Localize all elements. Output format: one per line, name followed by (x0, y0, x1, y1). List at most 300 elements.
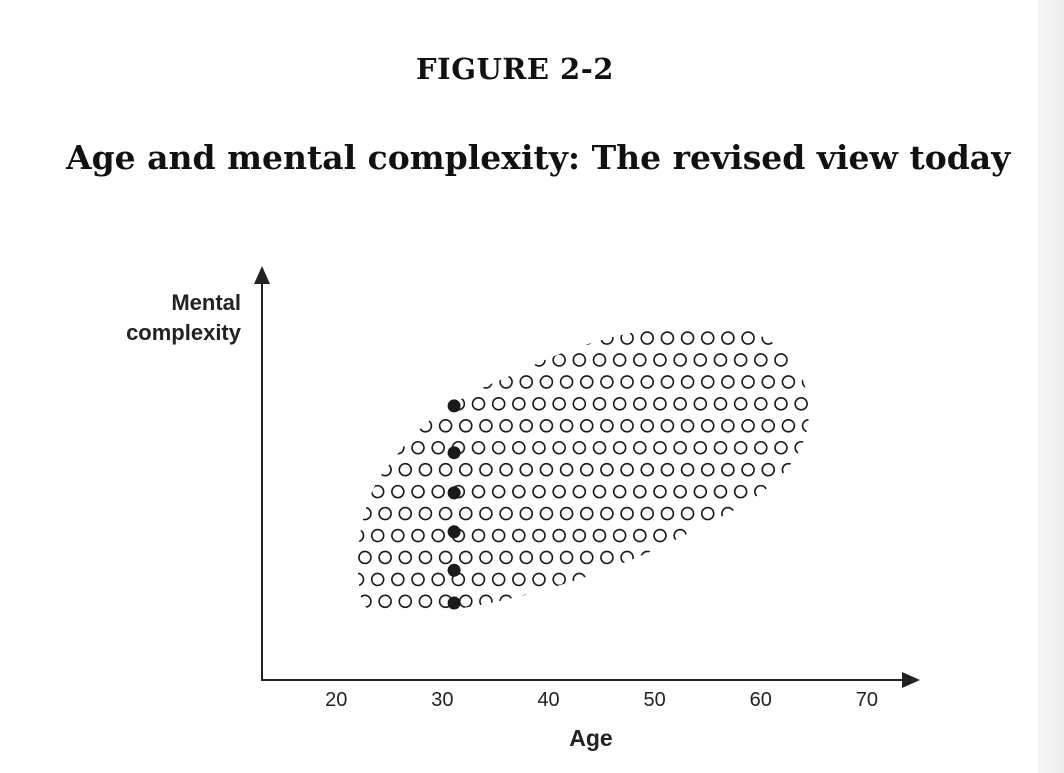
data-point (661, 288, 673, 300)
data-point (835, 398, 847, 410)
data-point (412, 398, 424, 410)
data-point (634, 530, 646, 542)
x-tick-label: 70 (855, 689, 879, 711)
data-point (553, 530, 565, 542)
data-point (440, 464, 452, 476)
data-point (581, 508, 593, 520)
data-point (500, 508, 512, 520)
data-point (359, 332, 371, 344)
data-point (513, 573, 525, 585)
data-point (823, 420, 835, 432)
data-point (412, 530, 424, 542)
data-point (823, 508, 835, 520)
data-point (755, 530, 767, 542)
data-point (352, 354, 364, 366)
data-points (352, 288, 876, 607)
data-point (419, 288, 431, 300)
data-point (581, 420, 593, 432)
data-point (742, 508, 754, 520)
data-point (593, 398, 605, 410)
data-point (803, 464, 815, 476)
data-point (694, 442, 706, 454)
data-point (513, 398, 525, 410)
data-point (561, 508, 573, 520)
data-point (634, 310, 646, 322)
data-point (735, 486, 747, 498)
data-point (735, 530, 747, 542)
data-point (621, 332, 633, 344)
data-point (593, 486, 605, 498)
data-point (440, 508, 452, 520)
data-point (641, 595, 653, 607)
data-point (601, 332, 613, 344)
filled-data-point (448, 564, 461, 577)
data-point (815, 486, 827, 498)
data-point (634, 398, 646, 410)
data-point (621, 288, 633, 300)
data-point (399, 464, 411, 476)
data-point (762, 376, 774, 388)
data-point (520, 464, 532, 476)
data-point (762, 595, 774, 607)
data-point (654, 530, 666, 542)
data-point (843, 376, 855, 388)
data-point (359, 376, 371, 388)
filled-data-point (448, 486, 461, 499)
data-point (561, 551, 573, 563)
data-point (714, 310, 726, 322)
data-point (755, 398, 767, 410)
data-point (399, 376, 411, 388)
data-point (352, 573, 364, 585)
data-point (379, 464, 391, 476)
data-point (561, 288, 573, 300)
data-point (399, 288, 411, 300)
data-point (722, 508, 734, 520)
data-point (372, 530, 384, 542)
data-point (372, 398, 384, 410)
data-point (359, 288, 371, 300)
data-point (803, 376, 815, 388)
data-point (762, 332, 774, 344)
data-point (755, 354, 767, 366)
data-point (500, 288, 512, 300)
data-point (614, 573, 626, 585)
data-point (480, 595, 492, 607)
data-point (856, 486, 868, 498)
data-point (593, 573, 605, 585)
data-point (372, 442, 384, 454)
data-point (480, 464, 492, 476)
data-point (823, 551, 835, 563)
data-point (634, 354, 646, 366)
data-point (694, 530, 706, 542)
data-point (775, 310, 787, 322)
data-point (493, 398, 505, 410)
data-point (581, 332, 593, 344)
data-point (694, 398, 706, 410)
data-point (654, 573, 666, 585)
data-point (432, 310, 444, 322)
data-point (621, 551, 633, 563)
data-point (815, 310, 827, 322)
data-point (735, 310, 747, 322)
data-point (520, 420, 532, 432)
data-point (823, 332, 835, 344)
x-tick-labels (325, 689, 878, 711)
data-point (480, 376, 492, 388)
data-point (359, 420, 371, 432)
data-point (533, 310, 545, 322)
data-point (419, 595, 431, 607)
data-point (553, 486, 565, 498)
data-point (661, 508, 673, 520)
data-point (460, 420, 472, 432)
data-point (553, 398, 565, 410)
data-point (674, 354, 686, 366)
data-point (702, 332, 714, 344)
data-point (823, 595, 835, 607)
data-point (533, 486, 545, 498)
data-point (540, 595, 552, 607)
data-point (803, 420, 815, 432)
data-point (843, 464, 855, 476)
data-point (661, 551, 673, 563)
data-point (722, 420, 734, 432)
data-point (352, 486, 364, 498)
data-point (856, 310, 868, 322)
data-point (573, 354, 585, 366)
data-point (682, 464, 694, 476)
data-point (863, 332, 875, 344)
data-point (593, 442, 605, 454)
data-point (392, 530, 404, 542)
data-point (775, 398, 787, 410)
data-point (762, 420, 774, 432)
data-point (762, 464, 774, 476)
data-point (795, 354, 807, 366)
x-axis-arrow-icon (902, 672, 920, 688)
data-point (480, 420, 492, 432)
data-point (460, 508, 472, 520)
data-point (714, 573, 726, 585)
data-point (722, 288, 734, 300)
data-point (795, 442, 807, 454)
data-point (621, 508, 633, 520)
data-point (722, 464, 734, 476)
data-point (473, 442, 485, 454)
data-point (352, 530, 364, 542)
data-point (694, 573, 706, 585)
data-point (540, 508, 552, 520)
data-point (702, 508, 714, 520)
data-point (520, 595, 532, 607)
data-point (795, 398, 807, 410)
data-point (359, 464, 371, 476)
data-point (473, 354, 485, 366)
data-point (863, 551, 875, 563)
data-point (722, 332, 734, 344)
data-point (392, 354, 404, 366)
data-point (654, 354, 666, 366)
data-point (581, 595, 593, 607)
data-point (674, 573, 686, 585)
data-point (823, 464, 835, 476)
x-axis-label: Age (569, 725, 613, 751)
data-point (460, 288, 472, 300)
data-point (782, 332, 794, 344)
data-point (815, 398, 827, 410)
data-point (432, 486, 444, 498)
data-point (493, 442, 505, 454)
data-point (412, 310, 424, 322)
data-point (702, 376, 714, 388)
data-point (419, 551, 431, 563)
data-point (682, 376, 694, 388)
data-point (722, 551, 734, 563)
data-point (500, 332, 512, 344)
data-point (762, 551, 774, 563)
data-point (742, 376, 754, 388)
data-point (775, 354, 787, 366)
data-point (359, 551, 371, 563)
data-point (581, 551, 593, 563)
data-point (372, 486, 384, 498)
data-point (601, 595, 613, 607)
data-point (641, 420, 653, 432)
data-point (803, 551, 815, 563)
data-point (795, 573, 807, 585)
data-point (674, 530, 686, 542)
data-point (379, 376, 391, 388)
data-point (775, 530, 787, 542)
data-point (593, 310, 605, 322)
data-point (493, 486, 505, 498)
data-point (856, 354, 868, 366)
data-point (823, 288, 835, 300)
data-point (540, 551, 552, 563)
data-point (835, 573, 847, 585)
data-point (682, 595, 694, 607)
data-point (795, 486, 807, 498)
data-point (714, 442, 726, 454)
data-point (661, 595, 673, 607)
data-point (722, 376, 734, 388)
data-point (856, 442, 868, 454)
data-point (540, 464, 552, 476)
data-point (480, 551, 492, 563)
data-point (460, 376, 472, 388)
y-axis-label-line-2: complexity (126, 320, 241, 345)
filled-data-point (448, 596, 461, 609)
figure-label: FIGURE 2-2 (416, 52, 614, 86)
data-point (379, 420, 391, 432)
data-point (843, 595, 855, 607)
data-point (573, 486, 585, 498)
data-point (520, 508, 532, 520)
data-point (634, 442, 646, 454)
data-point (379, 551, 391, 563)
data-point (782, 464, 794, 476)
data-point (500, 420, 512, 432)
data-point (573, 530, 585, 542)
data-point (782, 595, 794, 607)
data-point (379, 332, 391, 344)
x-tick-label: 60 (749, 689, 772, 711)
data-point (392, 442, 404, 454)
data-point (513, 442, 525, 454)
data-point (621, 464, 633, 476)
data-point (843, 508, 855, 520)
data-point (835, 442, 847, 454)
data-point (815, 442, 827, 454)
data-point (513, 486, 525, 498)
data-point (856, 573, 868, 585)
data-point (815, 573, 827, 585)
data-point (714, 486, 726, 498)
data-point (634, 486, 646, 498)
data-point (614, 530, 626, 542)
x-tick-label: 20 (325, 689, 348, 711)
data-point (533, 530, 545, 542)
data-point (641, 508, 653, 520)
x-tick-label: 50 (643, 689, 666, 711)
data-point (372, 573, 384, 585)
data-point (573, 573, 585, 585)
data-point (634, 573, 646, 585)
data-point (674, 310, 686, 322)
data-point (755, 442, 767, 454)
data-point (674, 442, 686, 454)
data-point (601, 464, 613, 476)
data-point (815, 530, 827, 542)
data-point (702, 464, 714, 476)
data-point (379, 595, 391, 607)
data-point (775, 442, 787, 454)
data-point (863, 420, 875, 432)
data-point (520, 551, 532, 563)
data-point (419, 332, 431, 344)
data-point (694, 354, 706, 366)
data-point (379, 508, 391, 520)
data-point (863, 595, 875, 607)
data-point (641, 288, 653, 300)
data-point (782, 551, 794, 563)
data-point (419, 508, 431, 520)
data-point (621, 595, 633, 607)
data-point (694, 486, 706, 498)
data-point (815, 354, 827, 366)
data-point (775, 573, 787, 585)
data-point (533, 398, 545, 410)
data-point (392, 310, 404, 322)
data-point (762, 288, 774, 300)
data-point (735, 442, 747, 454)
data-point (533, 573, 545, 585)
data-point (520, 376, 532, 388)
data-point (412, 354, 424, 366)
data-point (581, 288, 593, 300)
data-point (835, 310, 847, 322)
data-point (379, 288, 391, 300)
data-point (674, 398, 686, 410)
data-point (714, 530, 726, 542)
data-point (682, 551, 694, 563)
data-point (432, 530, 444, 542)
data-point (473, 573, 485, 585)
data-point (359, 508, 371, 520)
data-point (473, 486, 485, 498)
data-point (520, 332, 532, 344)
data-point (843, 420, 855, 432)
data-point (803, 288, 815, 300)
data-point (674, 486, 686, 498)
data-point (561, 595, 573, 607)
data-point (742, 288, 754, 300)
data-point (735, 573, 747, 585)
data-point (412, 573, 424, 585)
data-point (553, 310, 565, 322)
data-point (561, 332, 573, 344)
data-point (614, 354, 626, 366)
data-point (352, 310, 364, 322)
data-point (803, 508, 815, 520)
data-point (742, 595, 754, 607)
data-point (714, 354, 726, 366)
data-point (533, 442, 545, 454)
data-point (863, 376, 875, 388)
y-axis-label-line-1: Mental (171, 290, 241, 315)
data-point (856, 398, 868, 410)
data-point (460, 332, 472, 344)
data-point (614, 486, 626, 498)
data-point (452, 354, 464, 366)
data-point (493, 530, 505, 542)
data-point (513, 530, 525, 542)
data-point (601, 551, 613, 563)
filled-data-point (448, 446, 461, 459)
data-point (863, 464, 875, 476)
data-point (593, 530, 605, 542)
data-point (742, 332, 754, 344)
data-point (412, 442, 424, 454)
data-point (722, 595, 734, 607)
data-point (372, 310, 384, 322)
data-point (493, 310, 505, 322)
data-point (843, 288, 855, 300)
data-point (352, 442, 364, 454)
data-point (762, 508, 774, 520)
data-point (553, 442, 565, 454)
data-point (372, 354, 384, 366)
data-point (714, 398, 726, 410)
data-point (533, 354, 545, 366)
data-point (682, 288, 694, 300)
data-point (795, 310, 807, 322)
data-point (419, 420, 431, 432)
data-point (694, 310, 706, 322)
data-point (452, 310, 464, 322)
data-point (573, 398, 585, 410)
data-point (460, 595, 472, 607)
data-point (735, 354, 747, 366)
data-point (863, 508, 875, 520)
data-point (823, 376, 835, 388)
data-point (573, 442, 585, 454)
data-point (432, 442, 444, 454)
data-point (520, 288, 532, 300)
data-point (493, 573, 505, 585)
